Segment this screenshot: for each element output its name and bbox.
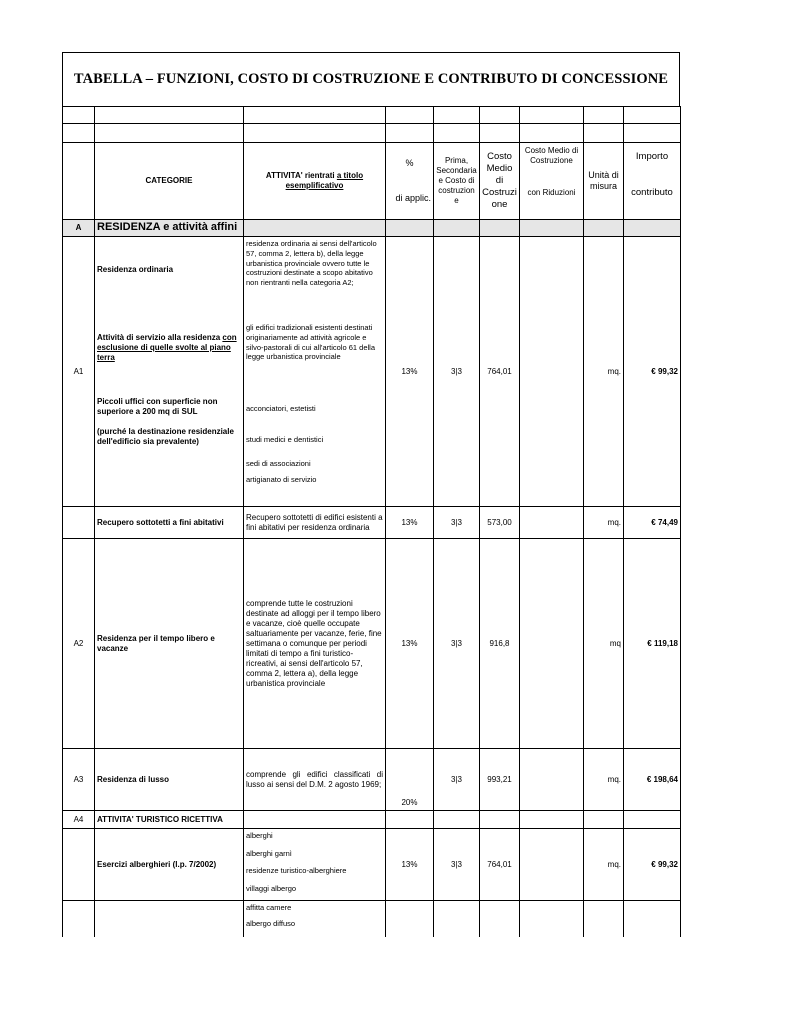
row-unit: mq. xyxy=(584,829,624,901)
category-label: Attività di servizio alla residenza con esclusione di quelle svolte al piano terra xyxy=(97,333,237,362)
row-ratio: 3|3 xyxy=(434,237,480,507)
description-text: alberghi xyxy=(246,831,273,840)
row-ratio: 3|3 xyxy=(434,539,480,749)
row-category: Residenza per il tempo libero e vacanze xyxy=(95,539,244,749)
header-percentuale: % di applic. xyxy=(386,143,434,220)
row-ratio: 3|3 xyxy=(434,749,480,811)
row-percentage: 13% xyxy=(386,539,434,749)
category-label: Residenza ordinaria xyxy=(97,265,174,274)
row-code: A2 xyxy=(63,539,95,749)
spacer-row xyxy=(63,107,681,124)
row-unit: mq. xyxy=(584,507,624,539)
description-text: residenza ordinaria ai sensi dell'articolo 57, comma 2, lettera b), della legge urbanistica provinciale ovvero tutte le costruzioni destinate a scopo abitativo non rientranti nella categoria A2; xyxy=(246,239,377,287)
section-code: A xyxy=(63,220,95,237)
section-label: RESIDENZA e attività affini xyxy=(95,220,244,237)
description-text: villaggi albergo xyxy=(246,884,297,893)
row-cost: 993,21 xyxy=(480,749,520,811)
row-descriptions xyxy=(244,901,386,937)
header-costo-medio: Costo Medio di Costruzi one xyxy=(480,143,520,220)
header-unita: Unità di misura xyxy=(584,143,624,220)
table-row-a4 xyxy=(63,811,681,829)
row-code: A3 xyxy=(63,749,95,811)
row-percentage: 13% xyxy=(386,829,434,901)
spacer-row xyxy=(63,124,681,143)
row-ratio: 3|3 xyxy=(434,829,480,901)
row-unit: mq. xyxy=(584,237,624,507)
cost-table xyxy=(62,106,681,937)
row-percentage: 13% xyxy=(386,507,434,539)
description-text: gli edifici tradizionali esistenti destinati originariamente ad attività agricole e silvo-pastorali di cui all'articolo 61 della legge urbanistica provinciale xyxy=(246,323,375,362)
row-cost: 764,01 xyxy=(480,237,520,507)
row-unit: mq xyxy=(584,539,624,749)
description-text: artigianato di servizio xyxy=(246,475,317,484)
header-prima-secondaria: Prima, Secondaria e Costo di costruzion e xyxy=(434,143,480,220)
description-text: residenze turistico-alberghiere xyxy=(246,866,347,875)
description-text: studi medici e dentistici xyxy=(246,435,324,444)
row-amount: € 99,32 xyxy=(624,237,681,507)
row-amount: € 99,32 xyxy=(624,829,681,901)
category-label: (purché la destinazione residenziale dell'edificio sia prevalente) xyxy=(97,427,234,446)
category-label: Piccoli uffici con superficie non superiore a 200 mq di SUL xyxy=(97,397,218,416)
row-amount: € 119,18 xyxy=(624,539,681,749)
row-ratio: 3|3 xyxy=(434,507,480,539)
row-code: A1 xyxy=(63,237,95,507)
row-description: Recupero sottotetti di edifici esistenti a fini abitativi per residenza ordinaria xyxy=(244,507,386,539)
row-category: Residenza di lusso xyxy=(95,749,244,811)
table-row-extra xyxy=(63,901,681,937)
row-amount: € 74,49 xyxy=(624,507,681,539)
table-row-sottotetti xyxy=(63,507,681,539)
row-amount: € 198,64 xyxy=(624,749,681,811)
header-importo: Importo contributo xyxy=(624,143,681,220)
row-category: Recupero sottotetti a fini abitativi xyxy=(95,507,244,539)
header-categorie: CATEGORIE xyxy=(95,143,244,220)
row-descriptions xyxy=(244,237,386,507)
row-categories xyxy=(95,237,244,507)
header-costo-riduzioni: Costo Medio di Costruzione con Riduzioni xyxy=(520,143,584,220)
header-row xyxy=(63,143,681,220)
row-cost: 573,00 xyxy=(480,507,520,539)
row-cost: 916,8 xyxy=(480,539,520,749)
row-code: A4 xyxy=(63,811,95,829)
row-percentage: 20% xyxy=(386,749,434,811)
row-percentage: 13% xyxy=(386,237,434,507)
row-description: comprende gli edifici classificati di lusso ai sensi del D.M. 2 agosto 1969; xyxy=(244,749,386,811)
row-descriptions xyxy=(244,829,386,901)
description-text: acconciatori, estetisti xyxy=(246,404,316,413)
row-description: comprende tutte le costruzioni destinate ad alloggi per il tempo libero e vacanze, cioè quelle occupate saltuariamente per vacanze, ferie, fine settimana o comunque per periodi limitati di tempo a fini turistico-ricreativi, ai sensi dell'articolo 57, comma 2, lettera a), della legge urbanistica provinciale xyxy=(244,539,386,749)
description-text: alberghi garnì xyxy=(246,849,292,858)
description-text: affitta camere xyxy=(246,903,292,912)
section-row-a xyxy=(63,220,681,237)
row-category: Esercizi alberghieri (l.p. 7/2002) xyxy=(95,829,244,901)
page-title: TABELLA – FUNZIONI, COSTO DI COSTRUZIONE E CONTRIBUTO DI CONCESSIONE xyxy=(73,70,669,87)
table-row-a1 xyxy=(63,237,681,507)
table-row-alberghieri xyxy=(63,829,681,901)
table-row-a3 xyxy=(63,749,681,811)
description-text: sedi di associazioni xyxy=(246,459,311,468)
row-category: ATTIVITA' TURISTICO RICETTIVA xyxy=(95,811,244,829)
description-text: albergo diffuso xyxy=(246,919,296,928)
header-attivita: ATTIVITA' rientrati a titolo esemplificativo xyxy=(244,143,386,220)
table-row-a2 xyxy=(63,539,681,749)
row-cost: 764,01 xyxy=(480,829,520,901)
row-unit: mq. xyxy=(584,749,624,811)
